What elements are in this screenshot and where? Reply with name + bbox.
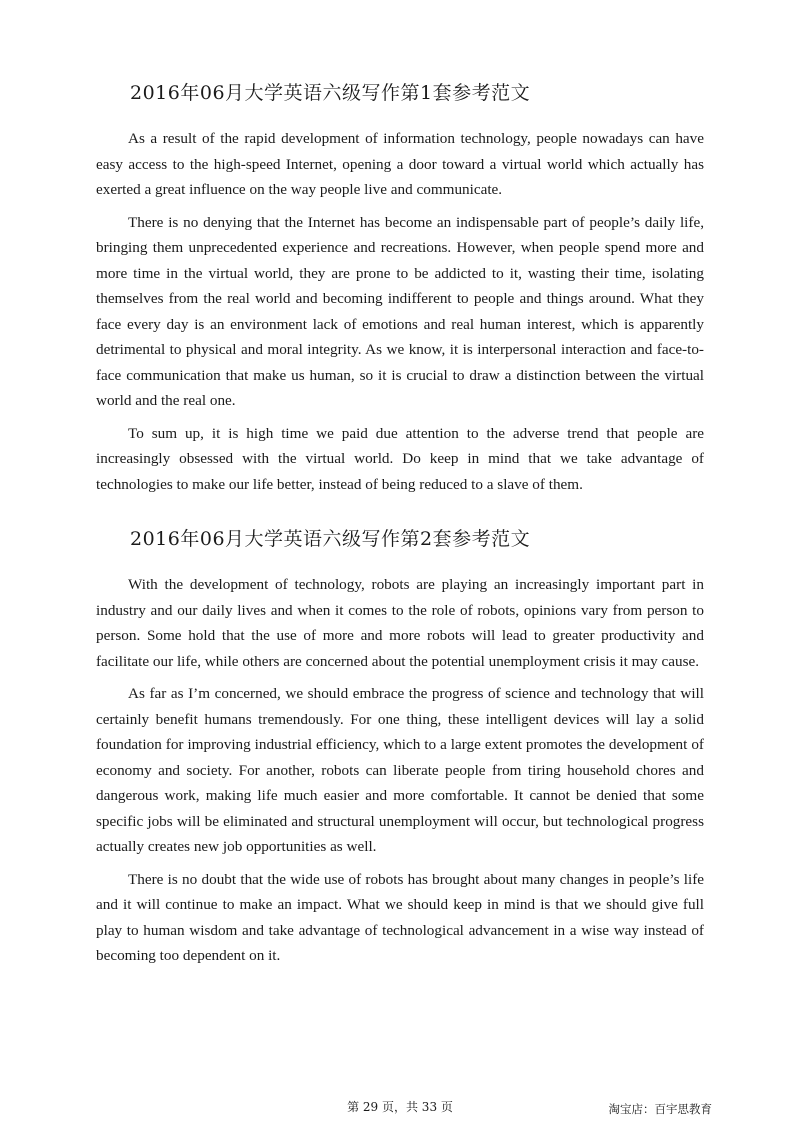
essay-2-paragraph-2: As far as I’m concerned, we should embrace the progress of science and technology that will certainly benefit humans tremendously. For one thing, these intelligent devices will lay a solid foundation for improving industrial efficiency, which to a large extent promotes the development of economy and society. For another, robots can liberate people from tiring household chores and dangerous work, making life much easier and more comfortable. It cannot be denied that some specific jobs will be eliminated and structural unemployment will occur, but technological progress actually creates new job opportunities as well. bbox=[96, 685, 704, 855]
page-number: 第 29 页，共 33 页 bbox=[347, 1100, 453, 1114]
essay-1-paragraph-3: To sum up, it is high time we paid due attention to the adverse trend that people are increasingly obsessed with the virtual world. Do keep in mind that we take advantage of technologies to make our life better, instead of being reduced to a slave of them. bbox=[96, 424, 704, 493]
essay-1-paragraph-2: There is no denying that the Internet has become an indispensable part of people’s daily life, bringing them unprecedented experience and recreations. However, when people spend more and more time in the virtual world, they are prone to be addicted to it, wasting their time, isolating themselves from the real world and becoming indifferent to people and things around. What they face every day is an environment lack of emotions and real human interest, which is apparently detrimental to physical and moral integrity. As we know, it is interpersonal interaction and face-to-face communication that make us human, so it is crucial to draw a distinction between the virtual world and the real one. bbox=[96, 213, 704, 409]
shop-label: 淘宝店：百宇思教育 bbox=[608, 1102, 712, 1116]
essay-2-paragraph-3: There is no doubt that the wide use of robots has brought about many changes in people’s life and it will continue to make an impact. What we should keep in mind is that we should give full play to human wisdom and take advantage of technological advancement in a wise way instead of becoming too dependent on it. bbox=[96, 870, 704, 964]
essay-2-title: 2016年06月大学英语六级写作第2套参考范文 bbox=[130, 528, 531, 550]
essay-1 bbox=[96, 80, 704, 504]
essay-1-title: 2016年06月大学英语六级写作第1套参考范文 bbox=[130, 82, 531, 104]
essay-2-paragraph-1: With the development of technology, robots are playing an increasingly important part in industry and our daily lives and when it comes to the role of robots, opinions vary from person to person. Some hold that the use of more and more robots will lead to greater productivity and facilitate our life, while others are concerned about the potential unemployment crisis it may cause. bbox=[96, 576, 704, 670]
essay-2 bbox=[96, 526, 704, 976]
essay-1-paragraph-1: As a result of the rapid development of information technology, people nowadays can have easy access to the high-speed Internet, opening a door toward a virtual world which actually has exerted a great influence on the way people live and communicate. bbox=[96, 130, 704, 198]
